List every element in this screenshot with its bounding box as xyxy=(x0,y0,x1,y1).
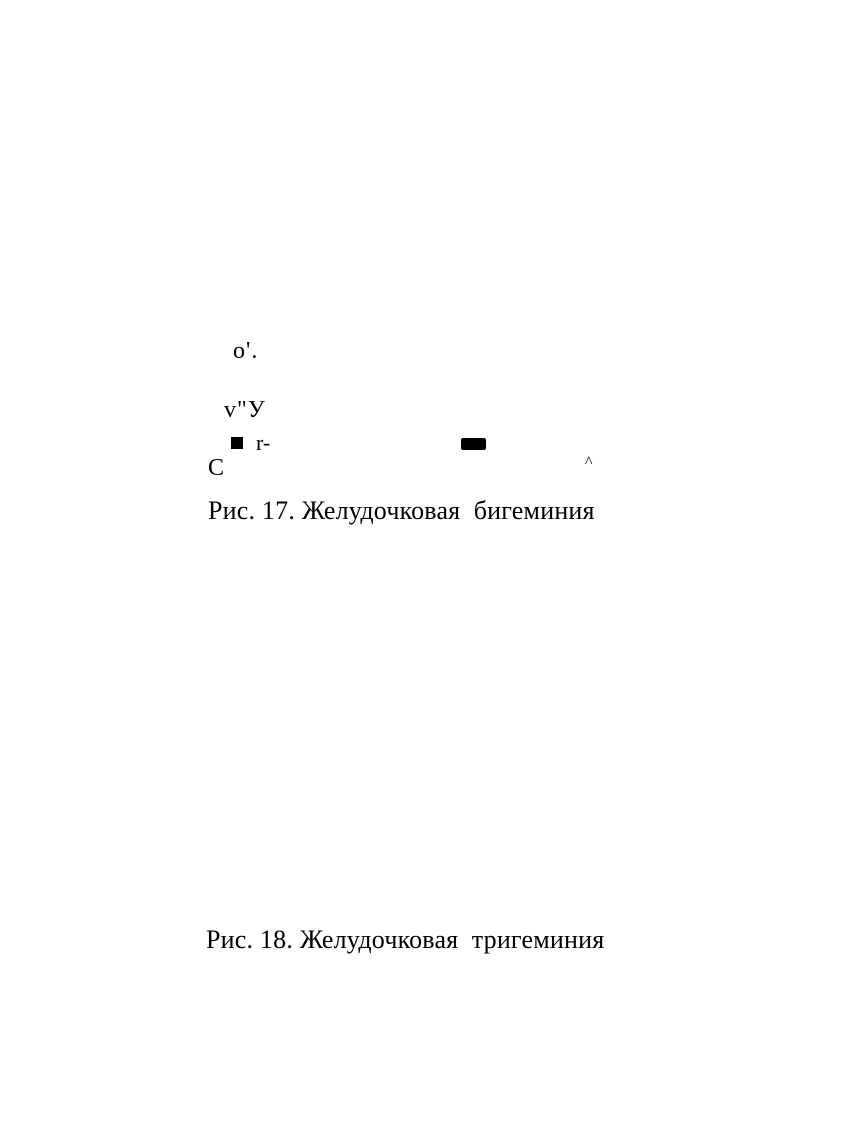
square-mark xyxy=(231,437,243,449)
figure17-caption: Рис. 17. Желудочковая бигеминия xyxy=(208,496,595,525)
figure17-fragment-2: v"У xyxy=(224,397,266,423)
redaction-block xyxy=(461,438,486,450)
figure17-fragment-5: ^ xyxy=(585,454,593,471)
figure17-fragment-1: o'. xyxy=(233,338,259,364)
figure18-caption: Рис. 18. Желудочковая тригеминия xyxy=(206,925,605,954)
figure17-fragment-3: r- xyxy=(256,430,271,455)
figure17-fragment-4: C xyxy=(208,455,225,481)
